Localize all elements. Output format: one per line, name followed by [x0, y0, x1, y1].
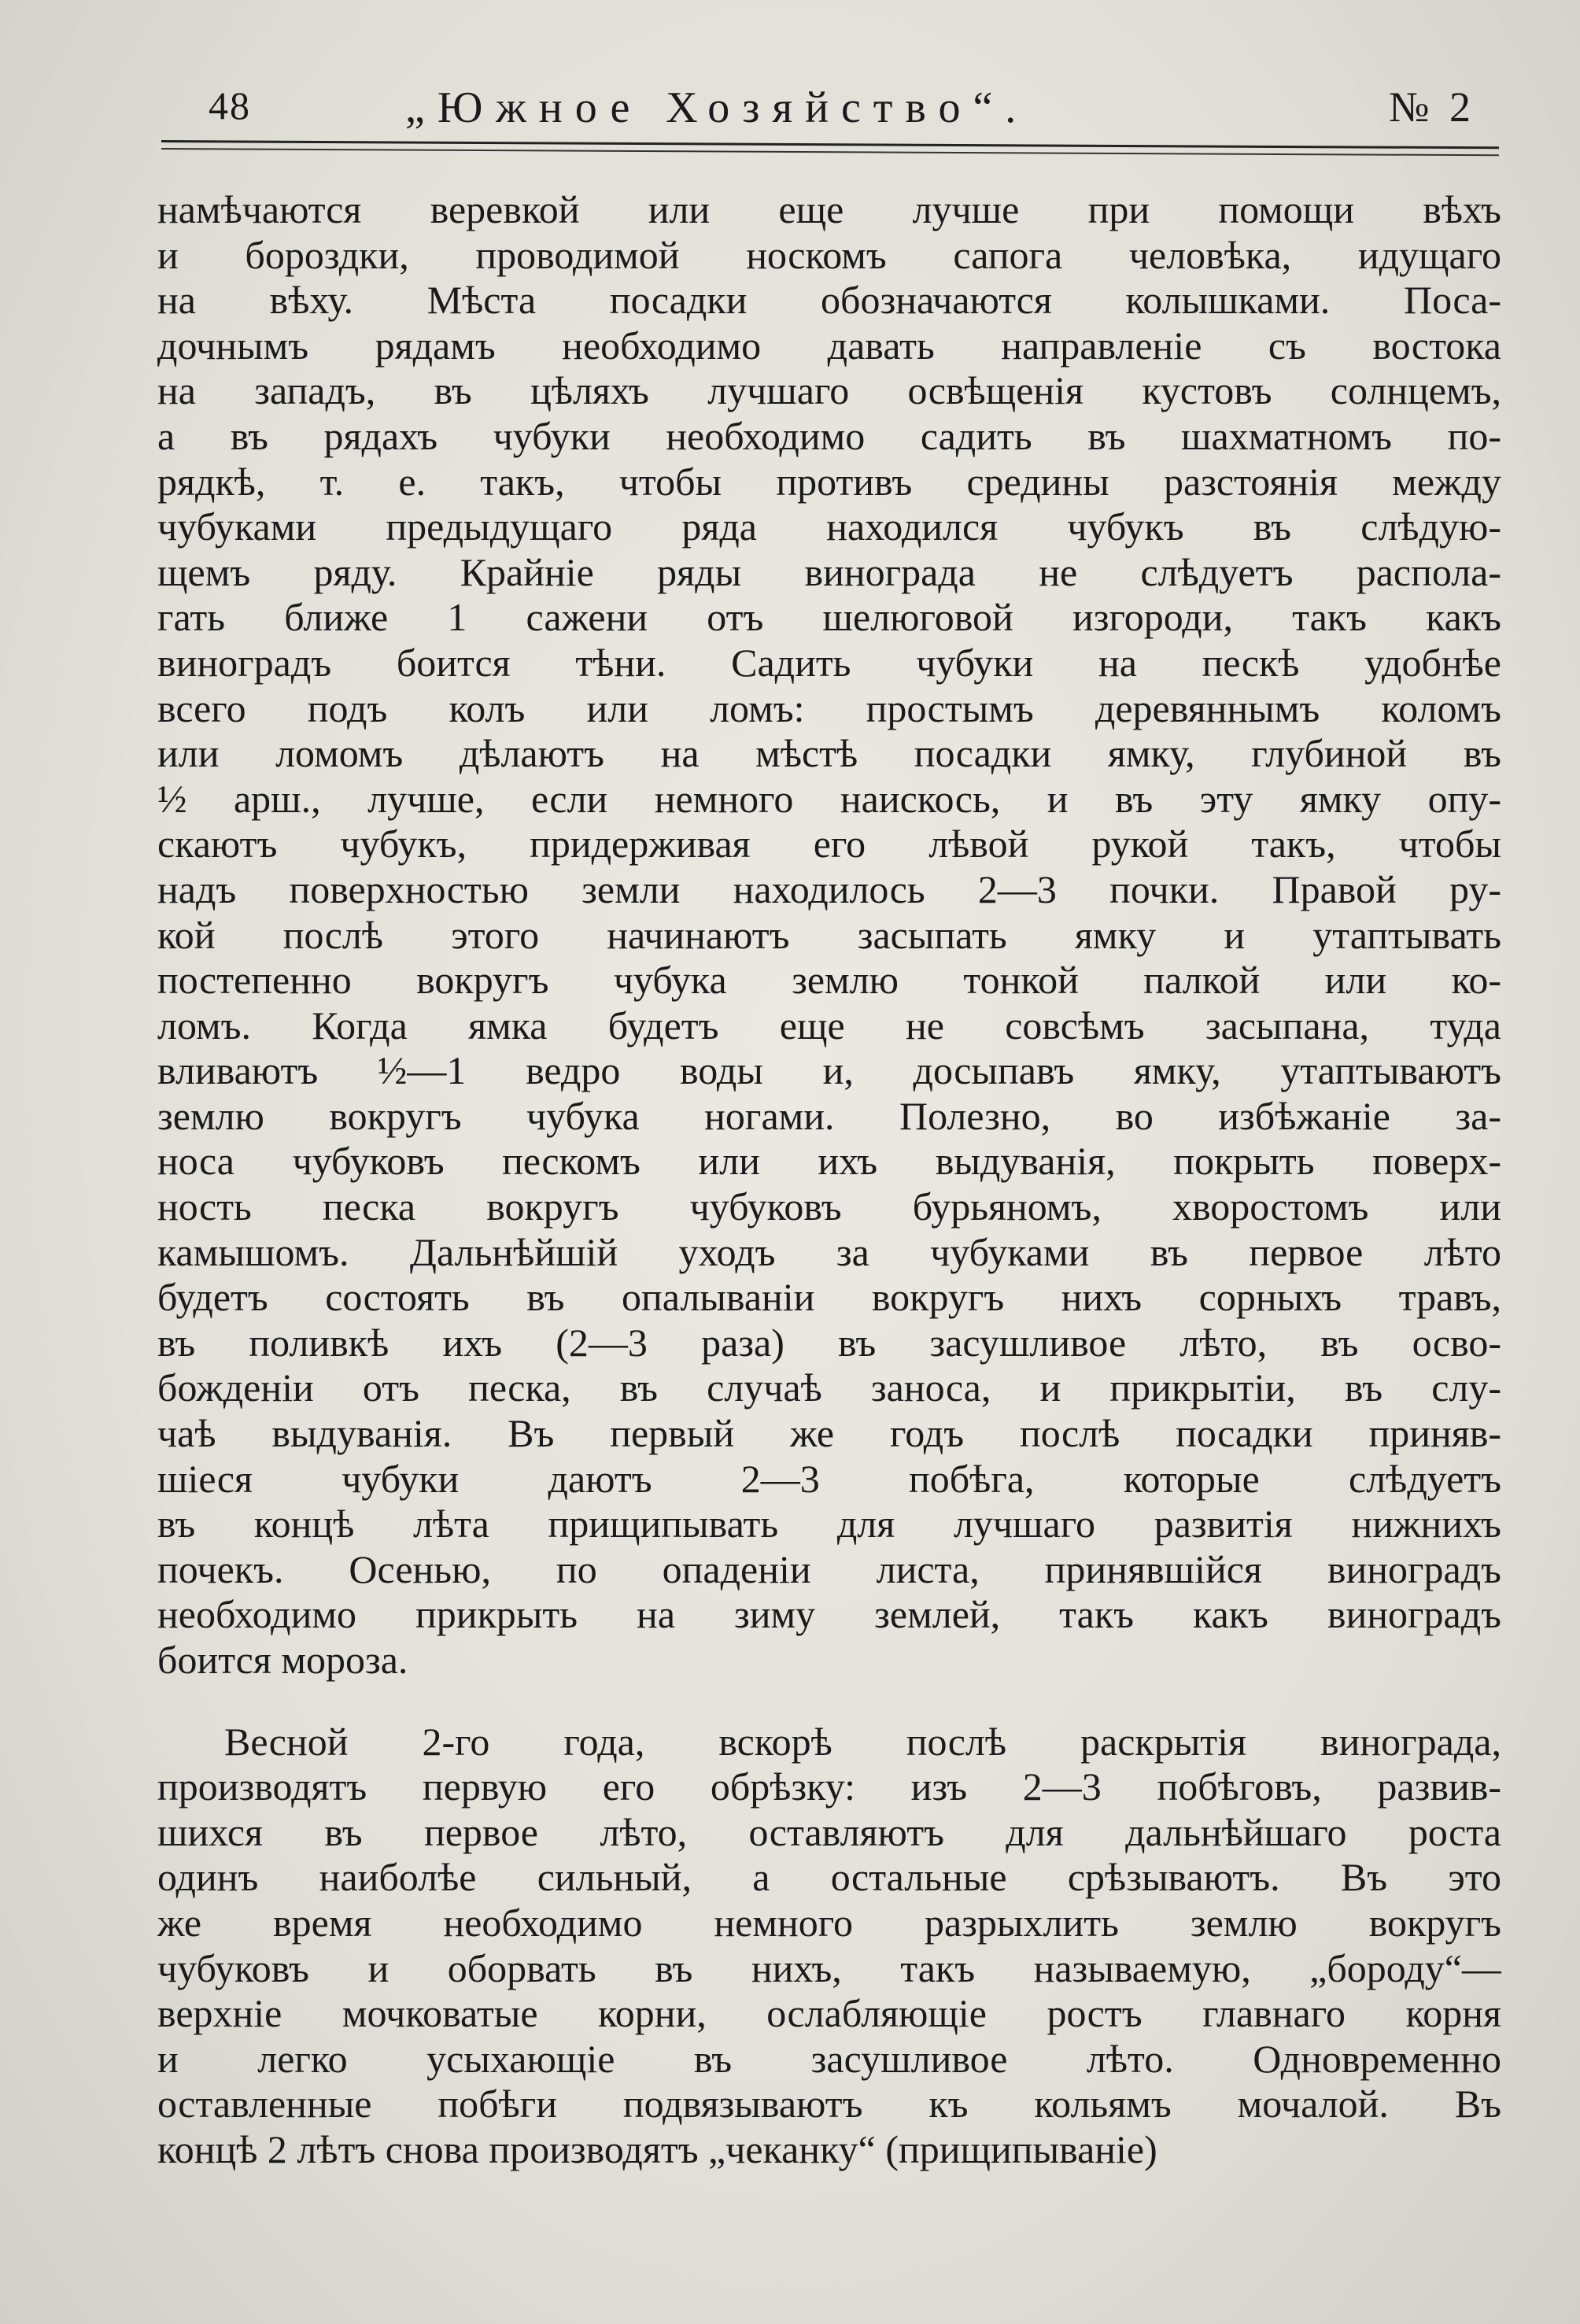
text-line: и легко усыхающіе въ засушливое лѣто. Одновременно [157, 2036, 1501, 2081]
text-line: вливаютъ ½—1 ведро воды и, досыпавъ ямку, утаптываютъ [157, 1048, 1501, 1093]
text-line: божденіи отъ песка, въ случаѣ заноса, и прикрытіи, въ слу- [157, 1365, 1501, 1410]
text-line: чаѣ выдуванія. Въ первый же годъ послѣ посадки приняв- [157, 1411, 1501, 1456]
text-line: или ломомъ дѣлаютъ на мѣстѣ посадки ямку, глубиной въ [157, 731, 1501, 776]
text-line: щемъ ряду. Крайніе ряды винограда не слѣдуетъ распола- [157, 549, 1501, 594]
page-number: 48 [209, 83, 251, 127]
text-line: въ концѣ лѣта прищипывать для лучшаго развитія нижнихъ [157, 1502, 1501, 1546]
text-line: носа чубуковъ пескомъ или ихъ выдуванія, покрыть поверх- [157, 1139, 1501, 1184]
text-line: скаютъ чубукъ, придерживая его лѣвой рукой такъ, чтобы [157, 822, 1501, 866]
text-line: Весной 2-го года, вскорѣ послѣ раскрытія винограда, [224, 1719, 1501, 1764]
text-line: землю вокругъ чубука ногами. Полезно, во избѣжаніе за- [157, 1093, 1501, 1138]
header-rule-bottom [161, 148, 1499, 156]
text-line: чубуками предыдущаго ряда находился чубукъ въ слѣдую- [157, 504, 1501, 549]
text-line: кой послѣ этого начинаютъ засыпать ямку и утаптывать [157, 912, 1501, 957]
text-line: дочнымъ рядамъ необходимо давать направленіе съ востока [157, 323, 1501, 368]
text-line: будетъ состоять въ опалываніи вокругъ нихъ сорныхъ травъ, [157, 1275, 1501, 1320]
text-line: гать ближе 1 сажени отъ шелюговой изгороди, такъ какъ [157, 595, 1501, 640]
issue-number: № 2 [1389, 83, 1476, 131]
text-line: ломъ. Когда ямка будетъ еще не совсѣмъ засыпана, туда [157, 1003, 1501, 1047]
text-line: на вѣху. Мѣста посадки обозначаются колышками. Поса- [157, 278, 1501, 323]
text-line: намѣчаются веревкой или еще лучше при помощи вѣхъ [157, 187, 1501, 231]
journal-title: „Южное Хозяйство“. [405, 83, 1029, 132]
text-line: боится мороза. [157, 1638, 408, 1682]
text-line: ность песка вокругъ чубуковъ бурьяномъ, хворостомъ или [157, 1184, 1501, 1229]
text-line: камышомъ. Дальнѣйшій уходъ за чубуками въ первое лѣто [157, 1229, 1501, 1274]
text-line: верхніе мочковатые корни, ослабляющіе ростъ главнаго корня [157, 1991, 1501, 2036]
text-line: въ поливкѣ ихъ (2—3 раза) въ засушливое лѣто, въ осво- [157, 1320, 1501, 1365]
text-line: ½ арш., лучше, если немного наискось, и въ эту ямку опу- [157, 776, 1501, 821]
text-line: шіеся чубуки даютъ 2—3 побѣга, которые слѣдуетъ [157, 1456, 1501, 1501]
body-text [157, 187, 1501, 2173]
text-line: виноградъ боится тѣни. Садить чубуки на пескѣ удобнѣе [157, 640, 1501, 685]
running-header [161, 83, 1499, 146]
text-line: концѣ 2 лѣтъ снова производятъ „чеканку“ (прищипываніе) [157, 2126, 1157, 2171]
text-line: надъ поверхностью земли находилось 2—3 почки. Правой ру- [157, 866, 1501, 911]
text-line: рядкѣ, т. е. такъ, чтобы противъ средины разстоянія между [157, 459, 1501, 504]
paragraph-2 [157, 1720, 1501, 2173]
text-line: и бороздки, проводимой носкомъ сапога человѣка, идущаго [157, 232, 1501, 277]
text-line: же время необходимо немного разрыхлить землю вокругъ [157, 1900, 1501, 1945]
text-line: а въ рядахъ чубуки необходимо садить въ шахматномъ по- [157, 413, 1501, 458]
text-line: чубуковъ и оборвать въ нихъ, такъ называемую, „бороду“— [157, 1945, 1501, 1990]
paragraph-1 [157, 187, 1501, 1683]
text-line: оставленные побѣги подвязываютъ къ кольямъ мочалой. Въ [157, 2082, 1501, 2126]
text-line: одинъ наиболѣе сильный, а остальные срѣзываютъ. Въ это [157, 1855, 1501, 1900]
text-line: необходимо прикрыть на зиму землей, такъ какъ виноградъ [157, 1592, 1501, 1637]
text-line: шихся въ первое лѣто, оставляютъ для дальнѣйшаго роста [157, 1809, 1501, 1854]
paragraph-gap [157, 1683, 1501, 1720]
text-line: постепенно вокругъ чубука землю тонкой палкой или ко- [157, 958, 1501, 1003]
text-line: всего подъ колъ или ломъ: простымъ деревяннымъ коломъ [157, 685, 1501, 730]
text-line: на западъ, въ цѣляхъ лучшаго освѣщенія кустовъ солнцемъ, [157, 368, 1501, 413]
text-line: производятъ первую его обрѣзку: изъ 2—3 побѣговъ, развив- [157, 1764, 1501, 1809]
text-line: почекъ. Осенью, по опаденіи листа, принявшійся виноградъ [157, 1546, 1501, 1591]
